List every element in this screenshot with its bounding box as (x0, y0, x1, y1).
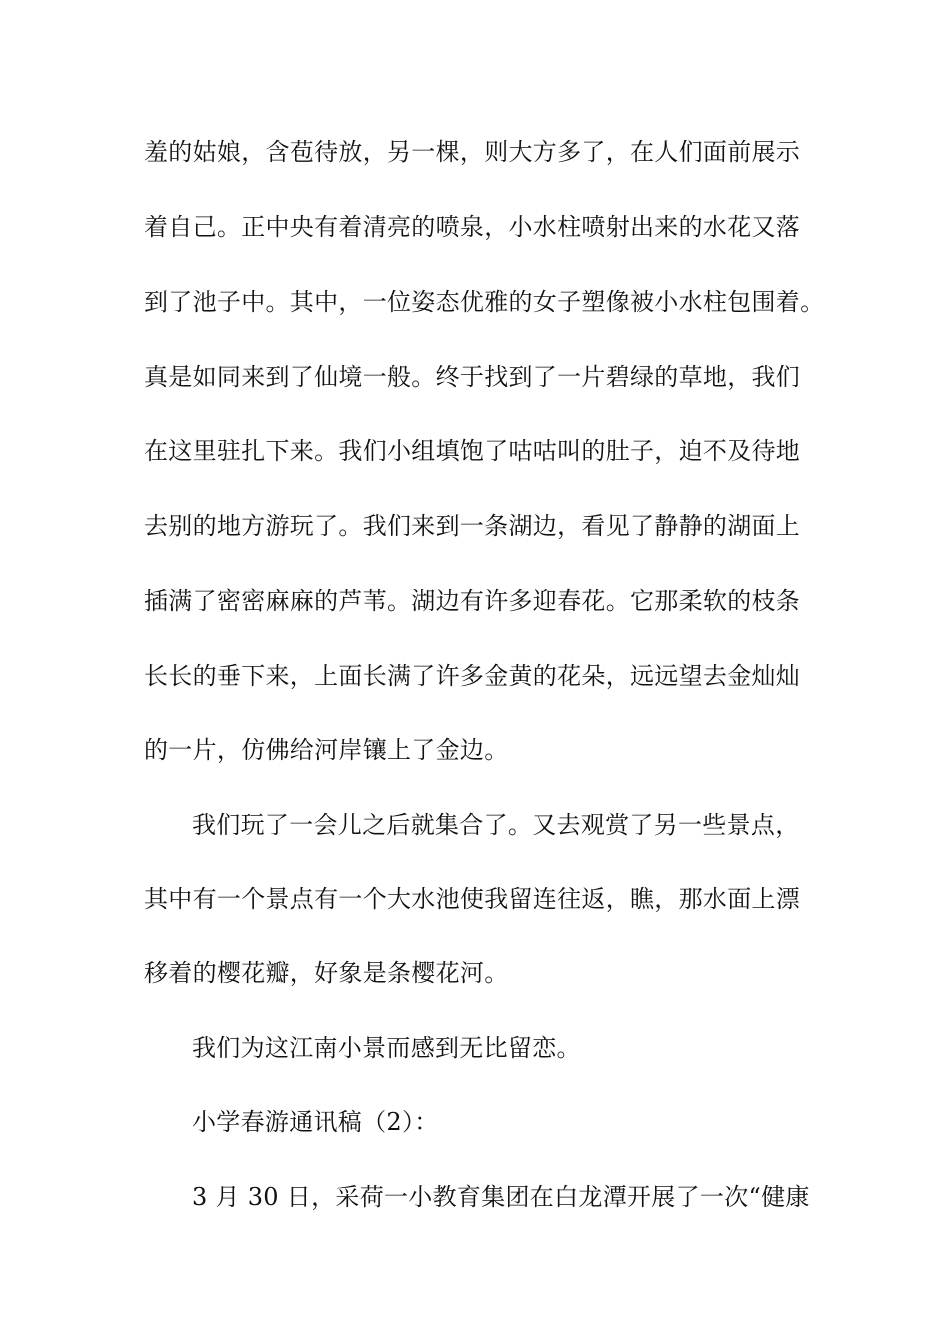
paragraph-line: 羞的姑娘，含苞待放，另一棵，则大方多了，在人们面前展示 (144, 138, 801, 166)
paragraph-line: 到了池子中。其中，一位姿态优雅的女子塑像被小水柱包围着。 (144, 288, 825, 316)
paragraph-line: 我们为这江南小景而感到无比留恋。 (192, 1034, 581, 1062)
paragraph-line: 着自己。正中央有着清亮的喷泉，小水柱喷射出来的水花又落 (144, 213, 801, 241)
paragraph-line: 真是如同来到了仙境一般。终于找到了一片碧绿的草地，我们 (144, 363, 801, 391)
paragraph-line: 移着的樱花瓣，好象是条樱花河。 (144, 959, 509, 987)
paragraph-line: 3 月 30 日，采荷一小教育集团在白龙潭开展了一次“健康 (192, 1183, 810, 1211)
paragraph-line: 插满了密密麻麻的芦苇。湖边有许多迎春花。它那柔软的枝条 (144, 587, 801, 615)
paragraph-line: 长长的垂下来，上面长满了许多金黄的花朵，远远望去金灿灿 (144, 662, 801, 690)
paragraph-line: 我们玩了一会儿之后就集合了。又去观赏了另一些景点， (192, 811, 800, 839)
paragraph-line: 去别的地方游玩了。我们来到一条湖边，看见了静静的湖面上 (144, 512, 801, 540)
section-heading: 小学春游通讯稿（2）： (192, 1108, 439, 1136)
paragraph-line: 在这里驻扎下来。我们小组填饱了咕咕叫的肚子，迫不及待地 (144, 437, 801, 465)
paragraph-line: 的一片，仿佛给河岸镶上了金边。 (144, 736, 509, 764)
paragraph-line: 其中有一个景点有一个大水池使我留连往返，瞧，那水面上漂 (144, 885, 801, 913)
